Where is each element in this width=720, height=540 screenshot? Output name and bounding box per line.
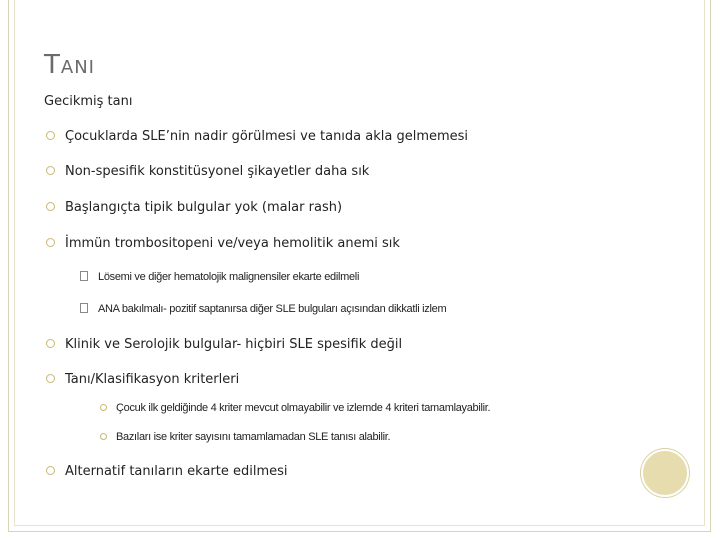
bullet-item [46,337,402,352]
bullet-text: İmmün trombositopeni ve/veya hemolitik anemi sık [65,236,400,251]
bullet-item [46,129,468,144]
circle-bullet-icon [46,202,55,211]
bullet-item [46,200,342,215]
bullet-item [46,164,369,179]
slide-subtitle: Gecikmiş tanı [44,94,133,109]
bullet-text: Klinik ve Serolojik bulgular- hiçbiri SLE spesifik değil [65,337,403,352]
square-bullet-icon [80,271,88,281]
bullet-text: Tanı/Klasifikasyon kriterleri [65,372,240,387]
title-initial: T [44,50,61,80]
bullet-item [46,236,400,251]
slide-title [44,50,95,80]
bullet-text: Çocuklarda SLE’nin nadir görülmesi ve tanıda akla gelmemesi [65,129,469,144]
bullet-item [46,372,239,387]
sub-bullet-text: Lösemi ve diğer hematolojik malignensiler ekarte edilmeli [98,271,360,283]
sub-sub-bullet-text: Çocuk ilk geldiğinde 4 kriter mevcut olmayabilir ve izlemde 4 kriteri tamamlayabilir. [116,402,491,414]
sub-sub-bullet-text: Bazıları ise kriter sayısını tamamlamadan SLE tanısı alabilir. [116,431,391,443]
sub-bullet-text: ANA bakılmalı- pozitif saptanırsa diğer SLE bulguları açısından dikkatli izlem [98,303,447,315]
decorative-circle [641,449,689,497]
sub-bullet-item [80,303,446,315]
slide-frame-inner [14,0,705,526]
circle-bullet-icon [46,466,55,475]
title-rest: ANI [60,57,95,78]
bullet-text: Non-spesifik konstitüsyonel şikayetler daha sık [65,164,370,179]
circle-bullet-icon [100,433,107,440]
circle-bullet-icon [100,404,107,411]
circle-bullet-icon [46,131,55,140]
circle-bullet-icon [46,238,55,247]
bullet-text: Başlangıçta tipik bulgular yok (malar rash) [65,200,343,215]
bullet-text: Alternatif tanıların ekarte edilmesi [65,464,288,479]
square-bullet-icon [80,303,88,313]
bullet-item [46,464,288,479]
circle-bullet-icon [46,339,55,348]
sub-sub-bullet-item [100,402,490,414]
circle-bullet-icon [46,374,55,383]
circle-bullet-icon [46,166,55,175]
sub-bullet-item [80,271,359,283]
sub-sub-bullet-item [100,431,390,443]
